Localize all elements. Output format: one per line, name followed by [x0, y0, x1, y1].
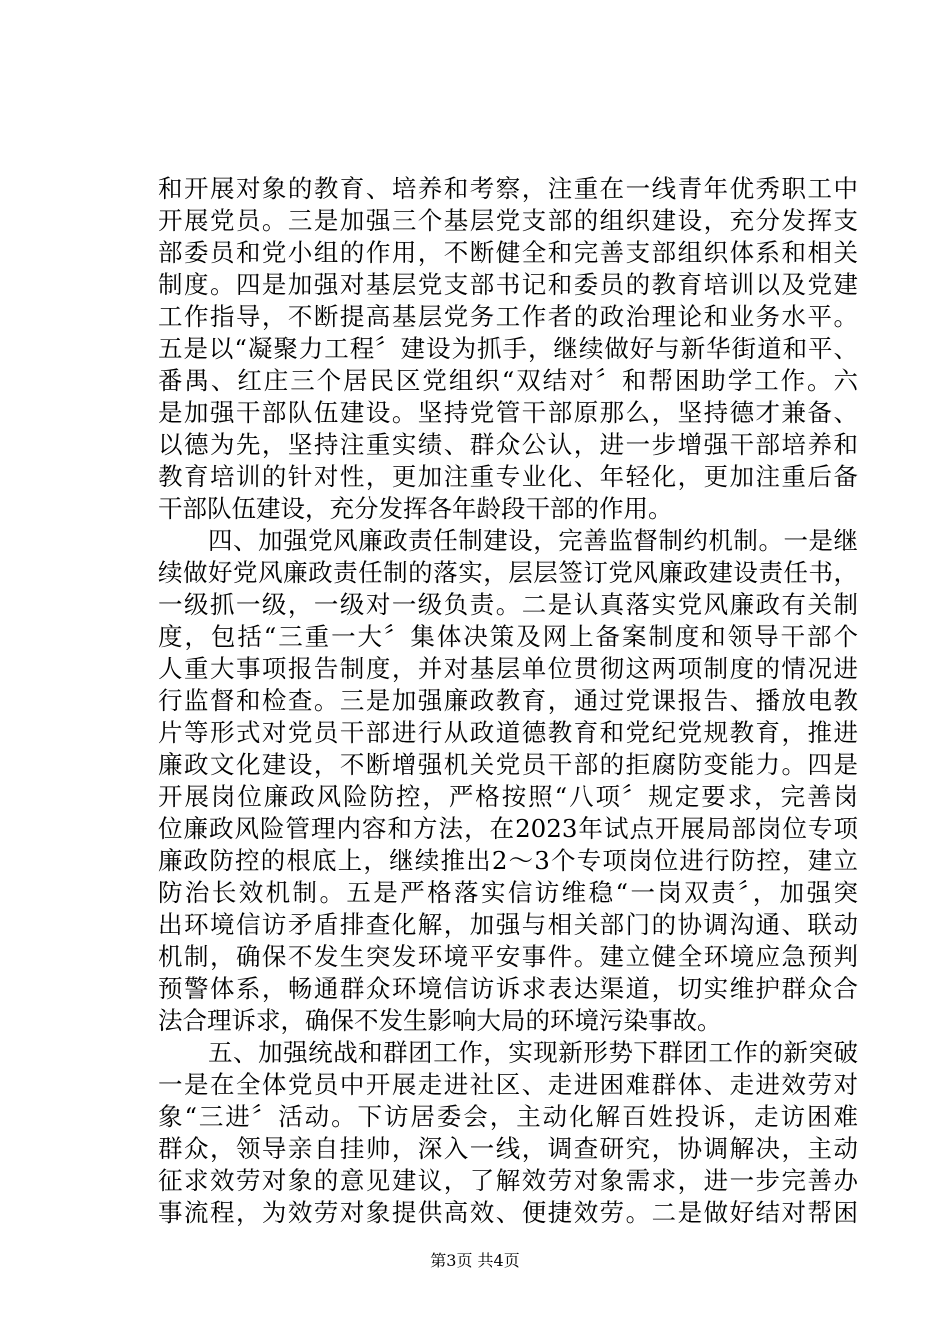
text-line: 工作指导，不断提高基层党务工作者的政治理论和业务水平。: [158, 302, 858, 331]
text-line: 和开展对象的教育、培养和考察，注重在一线青年优秀职工中: [158, 174, 858, 203]
text-line: 一级抓一级，一级对一级负责。二是认真落实党风廉政有关制: [158, 590, 858, 619]
text-line: 是加强干部队伍建设。坚持党管干部原那么，坚持德才兼备、: [158, 398, 858, 427]
text-line: 防治长效机制。五是严格落实信访维稳“一岗双责〞，加强突: [158, 878, 858, 907]
text-line: 教育培训的针对性，更加注重专业化、年轻化，更加注重后备: [158, 462, 858, 491]
text-line: 番禺、红庄三个居民区党组织“双结对〞和帮困助学工作。六: [158, 366, 858, 395]
text-line: 出环境信访矛盾排查化解，加强与相关部门的协调沟通、联动: [158, 910, 858, 939]
text-line: 行监督和检查。三是加强廉政教育，通过党课报告、播放电教: [158, 686, 858, 715]
text-line: 人重大事项报告制度，并对基层单位贯彻这两项制度的情况进: [158, 654, 858, 683]
text-line: 廉政文化建设，不断增强机关党员干部的拒腐防变能力。四是: [158, 750, 858, 779]
page-number-label: 第3页 共4页: [430, 1251, 520, 1270]
text-line: 象“三进〞活动。下访居委会，主动化解百姓投诉，走访困难: [158, 1102, 858, 1131]
text-line: 续做好党风廉政责任制的落实，层层签订党风廉政建设责任书，: [158, 558, 858, 587]
text-line: 廉政防控的根底上，继续推出2～3个专项岗位进行防控，建立: [158, 846, 858, 875]
text-line: 干部队伍建设，充分发挥各年龄段干部的作用。: [158, 494, 673, 523]
text-line: 片等形式对党员干部进行从政道德教育和党纪党规教育，推进: [158, 718, 858, 747]
text-line: 事流程，为效劳对象提供高效、便捷效劳。二是做好结对帮困: [158, 1198, 858, 1227]
text-line: 法合理诉求，确保不发生影响大局的环境污染事故。: [158, 1006, 722, 1035]
text-line: 群众，领导亲自挂帅，深入一线，调查研究，协调解决，主动: [158, 1134, 858, 1163]
document-body: [158, 173, 858, 1229]
text-line: 位廉政风险管理内容和方法，在2023年试点开展局部岗位专项: [158, 814, 858, 843]
text-line: 一是在全体党员中开展走进社区、走进困难群体、走进效劳对: [158, 1070, 858, 1099]
text-line: 部委员和党小组的作用，不断健全和完善支部组织体系和相关: [158, 238, 858, 267]
paragraph-2: [158, 525, 858, 1037]
text-line: 度，包括“三重一大〞集体决策及网上备案制度和领导干部个: [158, 622, 858, 651]
text-line: 开展岗位廉政风险防控，严格按照“八项〞规定要求，完善岗: [158, 782, 858, 811]
text-line: 五是以“凝聚力工程〞建设为抓手，继续做好与新华街道和平、: [158, 334, 858, 363]
text-line: 以德为先，坚持注重实绩、群众公认，进一步增强干部培养和: [158, 430, 858, 459]
text-line: 开展党员。三是加强三个基层党支部的组织建设，充分发挥支: [158, 206, 858, 235]
text-line: 四、加强党风廉政责任制建设，完善监督制约机制。一是继: [158, 526, 858, 555]
text-line: 征求效劳对象的意见建议，了解效劳对象需求，进一步完善办: [158, 1166, 858, 1195]
text-line: 机制，确保不发生突发环境平安事件。建立健全环境应急预判: [158, 942, 858, 971]
page-footer: [0, 1248, 950, 1271]
paragraph-3: [158, 1037, 858, 1229]
text-line: 预警体系，畅通群众环境信访诉求表达渠道，切实维护群众合: [158, 974, 858, 1003]
text-line: 制度。四是加强对基层党支部书记和委员的教育培训以及党建: [158, 270, 858, 299]
text-line: 五、加强统战和群团工作，实现新形势下群团工作的新突破: [158, 1038, 858, 1067]
paragraph-1: [158, 173, 858, 525]
